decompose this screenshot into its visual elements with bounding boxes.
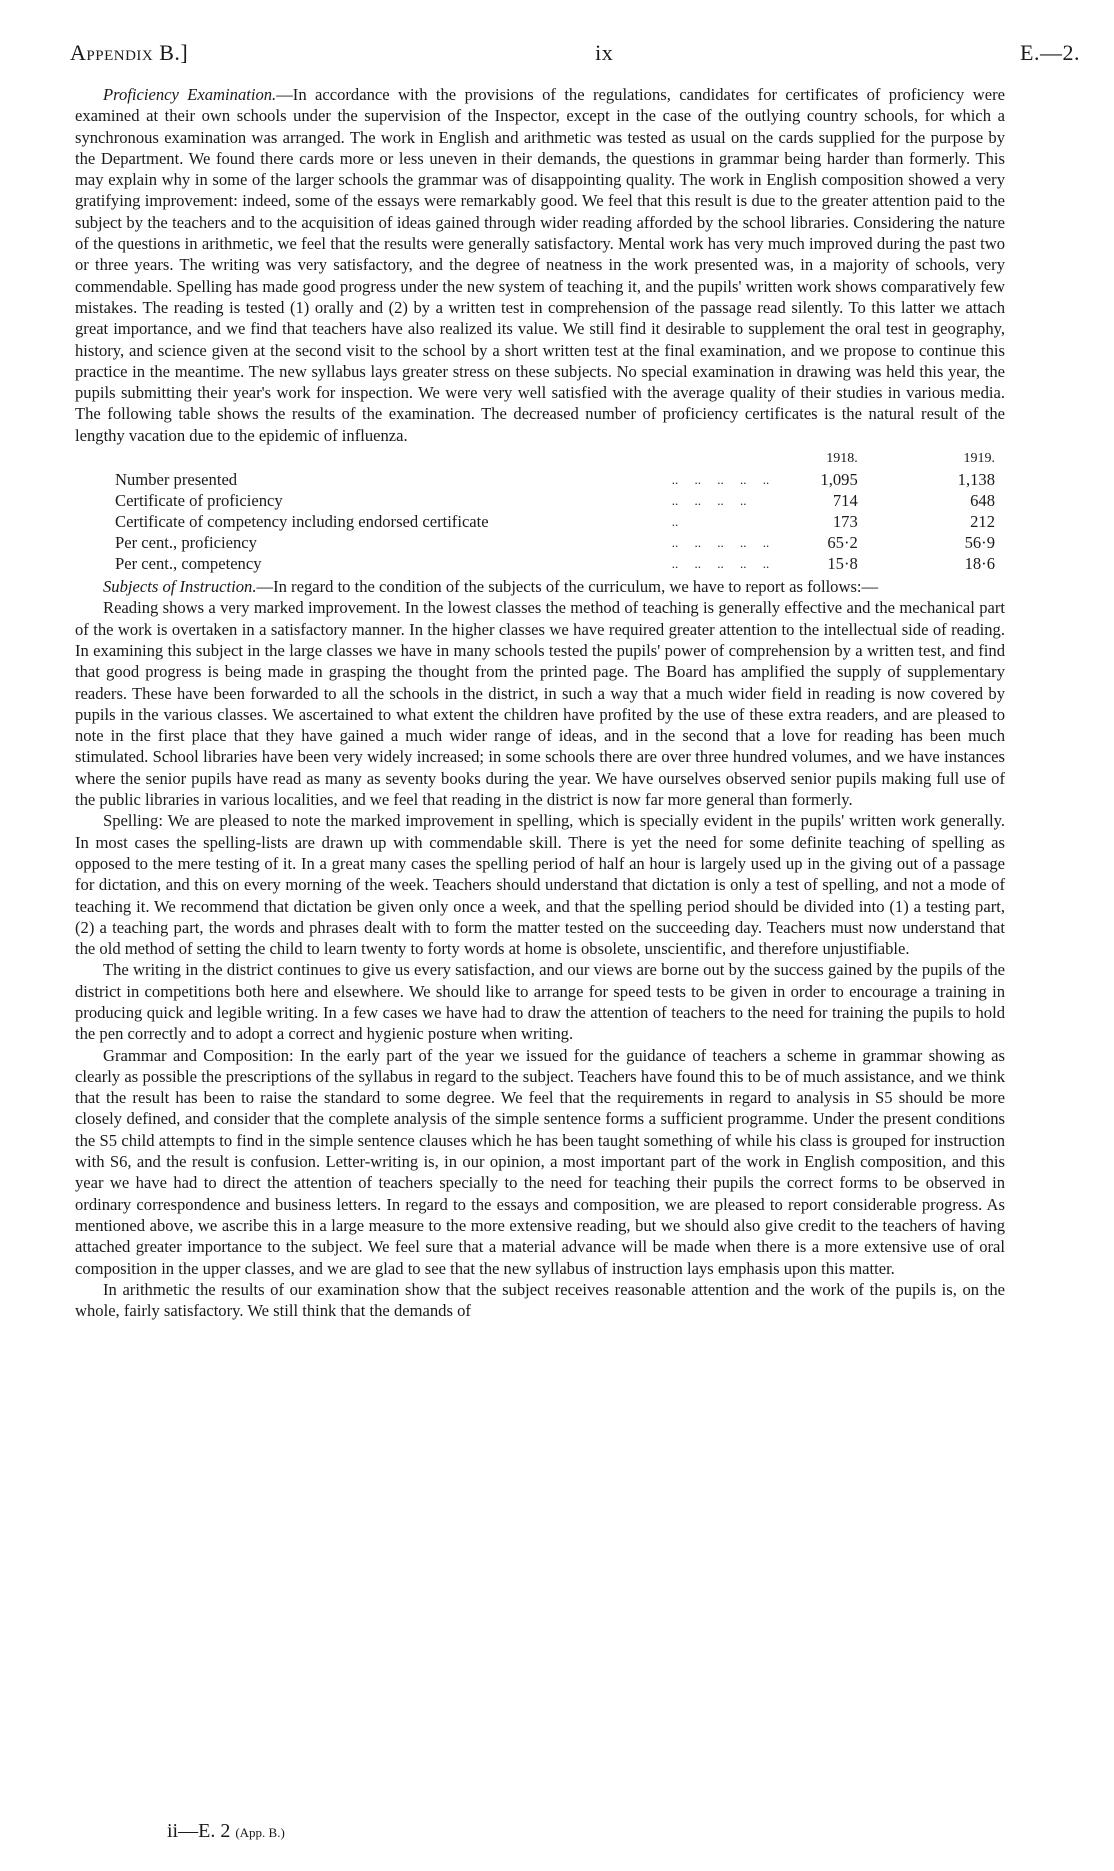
table-row [115, 511, 995, 532]
row-dots: .. .. .. .. [671, 493, 747, 509]
grammar-paragraph: Grammar and Composition: In the early part of the year we issued for the guidance of teachers a scheme in grammar showing as clearly as possible the prescriptions of the syllabus in regard to the subject. Teachers have found this to be of much assistance, and we think that the result has been to raise the standard to some degree. We feel that the requirements in regard to analysis in S5 should be more closely defined, and consider that the complete analysis of the simple sentence forms a sufficient programme. Under the present conditions the S5 child attempts to find in the simple sentence clauses which he has been taught something of while his class is grouped for instruction with S6, and the result is confusion. Letter-writing is, in our opinion, a most important part of the work in English composition, and this year we have had to direct the attention of teachers specially to the need for teaching their pupils the correct forms to be observed in ordinary correspondence and business letters. In regard to the essays and composition, we are pleased to report considerable progress. As mentioned above, we ascribe this in a large measure to the more extensive reading, but we should also give credit to the teachers of having attached greater importance to the subject. We feel sure that a material advance will be made when there is a more extensive use of oral composition in the upper classes, and we are glad to see that the new syllabus of instruction lays emphasis upon this matter. [75, 1045, 1005, 1278]
footer-signature: ii—E. 2 [167, 1820, 231, 1842]
page-header [70, 40, 1080, 66]
row-label: Per cent., competency [115, 554, 262, 574]
value-1919: 18·6 [964, 554, 995, 574]
row-label: Certificate of proficiency [115, 491, 283, 511]
table-row [115, 469, 995, 490]
value-1919: 648 [970, 491, 995, 511]
subjects-paragraph [75, 576, 1005, 597]
value-1918: 1,095 [820, 470, 858, 490]
header-document-code: E.—2. [1020, 40, 1080, 65]
row-dots: .. [671, 514, 679, 530]
row-label: Number presented [115, 470, 238, 490]
value-1919: 212 [970, 512, 995, 532]
value-1919: 1,138 [957, 470, 995, 490]
results-table [115, 448, 995, 574]
arithmetic-paragraph: In arithmetic the results of our examination show that the subject receives reasonable attention and the work of the pupils is, on the whole, fairly satisfactory. We still think that the demands of [75, 1279, 1005, 1321]
header-page-number: ix [595, 40, 614, 65]
header-appendix: Appendix B.] [70, 40, 189, 65]
subjects-text: —In regard to the condition of the subjects of the curriculum, we have to report as follows:— [256, 577, 879, 597]
year-1918-header: 1918. [826, 451, 858, 467]
footer-note: (App. B.) [235, 1825, 285, 1840]
proficiency-text: —In accordance with the provisions of the regulations, candidates for certificates of proficiency were examined at their own schools under the supervision of the Inspector, except in the case of the outlying country schools, for which a synchronous examination was arranged. The work in English and arithmetic was tested as usual on the cards supplied for the purpose by the Department. We found there cards more or less uneven in their demands, the questions in grammar being harder than formerly. This may explain why in some of the larger schools the grammar was of disappointing quality. The work in English composition showed a very gratifying improvement: indeed, some of the essays were remarkably good. We feel that this result is due to the greater attention paid to the subject by the teachers and to the acquisition of ideas gained through wider reading afforded by the school libraries. Considering the nature of the questions in arithmetic, we feel that the results were generally satisfactory. Mental work has very much improved during the past two or three years. The writing was very satisfactory, and the degree of neatness in the work presented was, in a majority of schools, very commendable. Spelling has made good progress under the new system of teaching it, and the pupils' written work shows comparatively few mistakes. The reading is tested (1) orally and (2) by a written test in comprehension of the passage read silently. To this latter we attach great importance, and we find that teachers have also realized its value. We still find it desirable to supplement the oral test in geography, history, and science given at the second visit to the school by a short written test at the final examination, and we propose to continue this practice in the meantime. The new syllabus lays greater stress on these subjects. No special examination in drawing was held this year, the pupils submitting their year's work for inspection. We were very well satisfied with the average quality of their studies in various media. The following table shows the results of the examination. The decreased number of proficiency certificates is the natural result of the lengthy vacation due to the epidemic of influenza. [75, 85, 1005, 445]
report-body [75, 84, 1005, 1321]
value-1918: 714 [832, 491, 858, 511]
reading-paragraph: Reading shows a very marked improvement. In the lowest classes the method of teaching is generally effective and the mechanical part of the work is overtaken in a satisfactory manner. In the higher classes we have required greater attention to the intellectual side of reading. In examining this subject in the large classes we have in many schools tested the pupils' power of comprehension by a written test, and find that good progress is being made in grasping the thought from the printed page. The Board has amplified the supply of supplementary readers. These have been forwarded to all the schools in the district, in such a way that a much wider field in reading is now covered by pupils in the various classes. We ascertained to what extent the children have profited by the use of these extra readers, and are pleased to note in the first place that they have gained a much wider range of ideas, and in the second that a love for reading has been much stimulated. School libraries have been very widely increased; in some schools there are over three hundred volumes, and we have instances where the senior pupils have read as many as seventy books during the year. We have ourselves observed senior pupils making full use of the public libraries in various localities, and we feel that reading in the district is now far more general than formerly. [75, 598, 1005, 810]
row-dots: .. .. .. .. .. [671, 472, 770, 488]
table-row [115, 532, 995, 553]
proficiency-paragraph [75, 84, 1005, 446]
page-footer [167, 1820, 285, 1843]
row-label: Per cent., proficiency [115, 533, 257, 553]
subjects-heading: Subjects of Instruction. [103, 577, 257, 597]
writing-paragraph: The writing in the district continues to give us every satisfaction, and our views are borne out by the success gained by the pupils of the district in competitions both here and elsewhere. We should like to arrange for speed tests to be given in order to encourage a training in producing quick and legible writing. In a few cases we have had to draw the attention of teachers to the need for training the pupils to hold the pen correctly and to adopt a correct and hygienic posture when writing. [75, 960, 1005, 1044]
row-label: Certificate of competency including endorsed certificate [115, 512, 489, 532]
value-1918: 173 [832, 512, 858, 532]
table-row [115, 490, 995, 511]
results-table-header [115, 448, 995, 469]
row-dots: .. .. .. .. .. [671, 556, 770, 572]
value-1918: 65·2 [827, 533, 858, 553]
value-1918: 15·8 [827, 554, 858, 574]
proficiency-heading: Proficiency Examination. [103, 85, 277, 104]
row-dots: .. .. .. .. .. [671, 535, 770, 551]
page-header-wrap [70, 40, 1080, 74]
value-1919: 56·9 [964, 533, 995, 553]
spelling-paragraph: Spelling: We are pleased to note the marked improvement in spelling, which is specially evident in the pupils' written work generally. In most cases the spelling-lists are drawn up with commendable skill. There is yet the need for some definite teaching of spelling as opposed to the mere testing of it. In a great many cases the spelling period of half an hour is largely used up in the giving out of a passage for dictation, and this on every morning of the week. Teachers should understand that dictation is only a test of spelling, and not a mode of teaching it. We recommend that dictation be given only once a week, and that the spelling period should be divided into (1) a testing part, (2) a teaching part, the words and phrases dealt with to form the matter tested on the succeeding day. Teachers must now understand that the old method of setting the child to learn twenty to forty words at home is obsolete, unscientific, and therefore unjustifiable. [75, 811, 1005, 959]
table-row [115, 553, 995, 574]
year-1919-header: 1919. [963, 451, 995, 467]
